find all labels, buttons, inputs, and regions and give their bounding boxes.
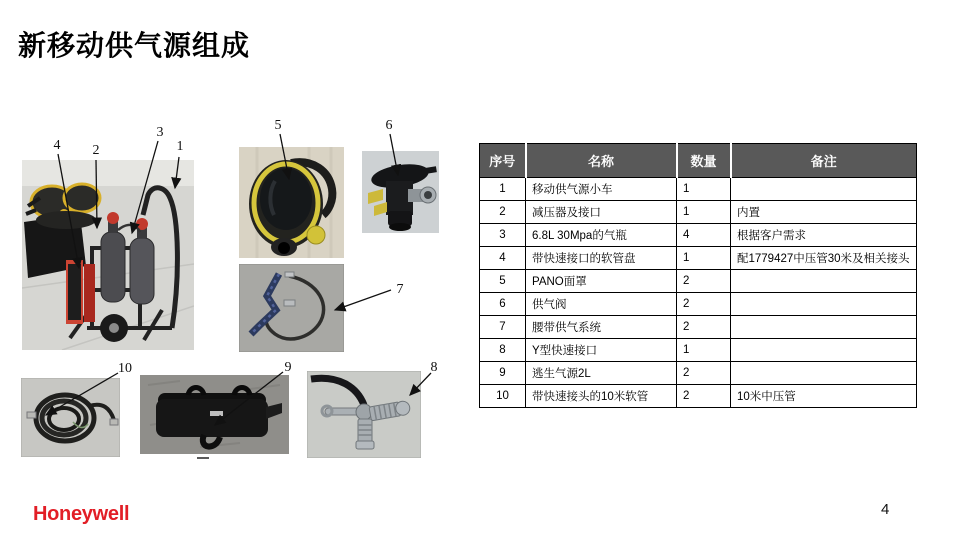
cell-name: 移动供气源小车 <box>526 178 677 201</box>
cart-photo-drawing <box>22 160 194 350</box>
cell-name: 带快速接头的10米软管 <box>526 385 677 408</box>
cell-remark <box>731 270 917 293</box>
header-remark: 备注 <box>731 144 917 178</box>
belt-photo <box>239 264 344 352</box>
cell-name: 供气阀 <box>526 293 677 316</box>
callout-label-9: 9 <box>284 360 292 375</box>
cell-name: 带快速接口的软管盘 <box>526 247 677 270</box>
cart-wheel <box>100 314 128 342</box>
callout-label-10: 10 <box>118 361 132 376</box>
cell-qty: 2 <box>677 385 731 408</box>
cell-remark: 配1779427中压管30米及相关接头 <box>731 247 917 270</box>
header-index: 序号 <box>480 144 526 178</box>
slide-title: 新移动供气源组成 <box>18 30 251 61</box>
callout-label-6: 6 <box>385 118 393 133</box>
cell-remark <box>731 362 917 385</box>
cell-name: 逃生气源2L <box>526 362 677 385</box>
table-row <box>480 362 917 385</box>
table-row <box>480 385 917 408</box>
cell-name: PANO面罩 <box>526 270 677 293</box>
y-connector-photo <box>307 371 421 458</box>
table-row <box>480 316 917 339</box>
hose-photo <box>21 378 120 457</box>
callout-label-3: 3 <box>156 125 164 140</box>
mask-photo <box>239 147 344 258</box>
cell-remark: 10米中压管 <box>731 385 917 408</box>
cell-index: 4 <box>480 247 526 270</box>
cell-qty: 2 <box>677 362 731 385</box>
hose-photo-drawing <box>21 378 120 457</box>
cell-index: 8 <box>480 339 526 362</box>
table-row <box>480 270 917 293</box>
callout-label-2: 2 <box>92 143 100 158</box>
cell-name: 减压器及接口 <box>526 201 677 224</box>
page-number: 4 <box>881 501 890 518</box>
parts-table <box>479 143 917 408</box>
cell-remark <box>731 178 917 201</box>
bag-photo-drawing <box>140 375 289 454</box>
cell-index: 1 <box>480 178 526 201</box>
cell-qty: 1 <box>677 178 731 201</box>
mask-visor <box>260 168 312 230</box>
callout-label-5: 5 <box>274 118 282 133</box>
cell-qty: 1 <box>677 339 731 362</box>
cell-qty: 4 <box>677 224 731 247</box>
callout-label-7: 7 <box>396 282 404 297</box>
cell-remark <box>731 316 917 339</box>
cell-qty: 2 <box>677 316 731 339</box>
callout-label-1: 1 <box>176 139 184 154</box>
cell-qty: 1 <box>677 201 731 224</box>
table-header-row <box>480 144 917 178</box>
cell-index: 5 <box>480 270 526 293</box>
belt-photo-drawing <box>239 264 344 352</box>
valve-photo <box>362 151 439 233</box>
valve-photo-drawing <box>362 151 439 233</box>
cell-index: 10 <box>480 385 526 408</box>
table-row <box>480 293 917 316</box>
y-connector-photo-drawing <box>307 371 421 458</box>
cell-remark <box>731 293 917 316</box>
bag-photo <box>140 375 289 454</box>
header-name: 名称 <box>526 144 677 178</box>
table-row <box>480 224 917 247</box>
cell-index: 3 <box>480 224 526 247</box>
table-row <box>480 339 917 362</box>
table-row <box>480 178 917 201</box>
callout-label-4: 4 <box>53 138 61 153</box>
cell-qty: 1 <box>677 247 731 270</box>
cell-index: 6 <box>480 293 526 316</box>
stored-masks <box>26 184 100 229</box>
cell-remark: 根据客户需求 <box>731 224 917 247</box>
cell-remark <box>731 339 917 362</box>
mask-photo-drawing <box>239 147 344 258</box>
callout-label-8: 8 <box>430 360 438 375</box>
cell-name: 6.8L 30Mpa的气瓶 <box>526 224 677 247</box>
cell-qty: 2 <box>677 270 731 293</box>
cell-name: Y型快速接口 <box>526 339 677 362</box>
header-quantity: 数量 <box>677 144 731 178</box>
cell-qty: 2 <box>677 293 731 316</box>
table-row <box>480 247 917 270</box>
cart-photo <box>22 160 194 350</box>
cell-index: 2 <box>480 201 526 224</box>
table-row <box>480 201 917 224</box>
cell-remark: 内置 <box>731 201 917 224</box>
cell-name: 腰带供气系统 <box>526 316 677 339</box>
cell-index: 9 <box>480 362 526 385</box>
mask-port <box>307 226 325 244</box>
honeywell-logo: Honeywell <box>33 503 130 525</box>
cell-index: 7 <box>480 316 526 339</box>
